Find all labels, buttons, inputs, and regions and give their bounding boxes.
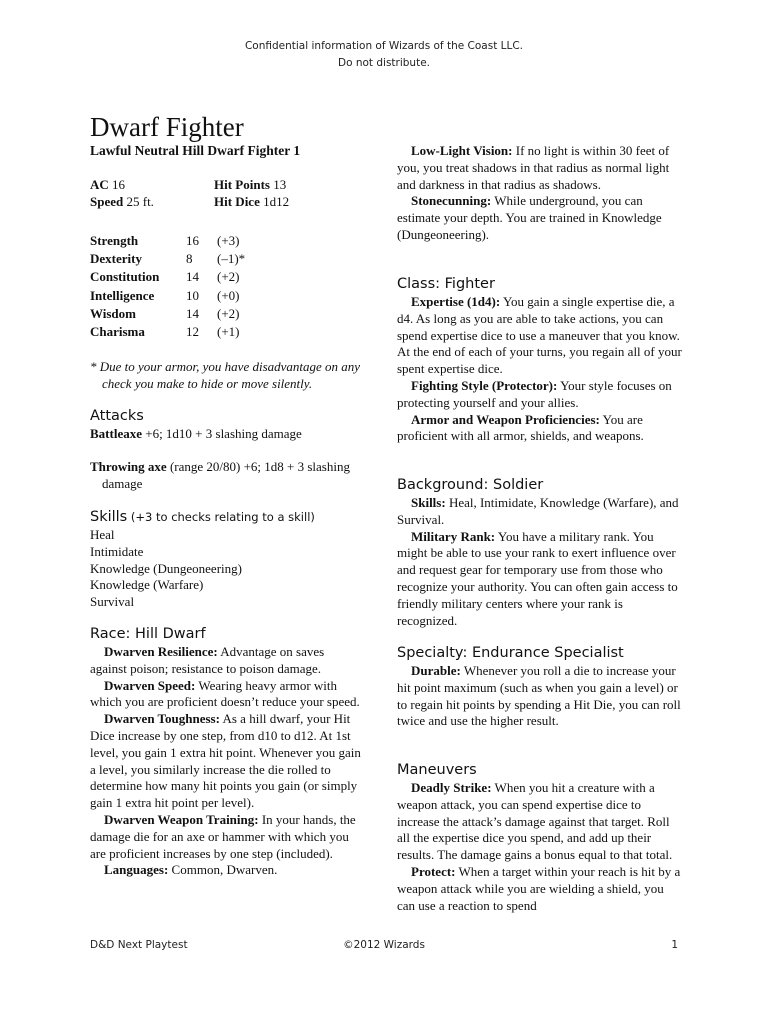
skill-item: Knowledge (Warfare) bbox=[90, 577, 204, 593]
feature-text: Whenever you roll a die to increase your hit point maximum (such as when you gain a level) or to regain hit points by spending a Hit Die, you can roll twice and use the higher result. bbox=[397, 663, 681, 729]
skill-item: Intimidate bbox=[90, 543, 144, 559]
speed-stat bbox=[90, 194, 214, 211]
attacks-heading: Attacks bbox=[90, 408, 144, 424]
maneuver-name: Deadly Strike: bbox=[411, 780, 492, 795]
trait-text: Advantage on saves against poison; resistance to poison damage. bbox=[90, 644, 325, 676]
maneuver-text: When a target within your reach is hit by a weapon attack while you are wielding a shield, you can use a reaction to spend bbox=[397, 863, 681, 913]
footer-center: ©2012 Wizards bbox=[343, 939, 425, 951]
maneuvers-list bbox=[397, 780, 685, 914]
hp-value: 13 bbox=[273, 177, 287, 192]
page-number: 1 bbox=[671, 939, 678, 951]
trait-text: Wearing heavy armor with which you are proficient doesn’t reduce your speed. bbox=[90, 677, 360, 710]
trait-name: Stonecunning: bbox=[411, 193, 492, 209]
class-heading: Class: Fighter bbox=[397, 276, 495, 292]
feature-text: Your style focuses on protecting yourself and your allies. bbox=[397, 377, 672, 410]
maneuvers-heading: Maneuvers bbox=[397, 762, 477, 778]
skills-note: (+3 to checks relating to a skill) bbox=[127, 510, 315, 524]
background-features bbox=[397, 495, 685, 629]
skills-list bbox=[90, 527, 242, 611]
ability-score: 12 bbox=[186, 324, 199, 340]
ability-row bbox=[90, 250, 297, 268]
ability-row bbox=[90, 305, 297, 323]
footer-left: D&D Next Playtest bbox=[90, 939, 188, 951]
race-heading: Race: Hill Dwarf bbox=[90, 626, 206, 642]
confidential-line-2: Do not distribute. bbox=[337, 57, 431, 69]
ability-mod: (–1)* bbox=[217, 251, 246, 267]
race-trait bbox=[397, 143, 685, 193]
trait-text: As a hill dwarf, your Hit Dice increase by one step, from d10 to d12. At 1st level, you gain 1 extra hit point. Whenever you gain a level, you similarly increase the die rolled to determine how many hit points you gain (or simply gain 1 extra hit point per level). bbox=[90, 711, 361, 811]
feature-text: You are proficient with all armor, shields, and weapons. bbox=[397, 411, 644, 444]
class-feature bbox=[397, 412, 685, 446]
ability-name: Charisma bbox=[90, 324, 145, 340]
feature-name: Expertise (1d4): bbox=[411, 294, 501, 309]
trait-text: In your hands, the damage die for an axe or hammer with which you are proficient increases by one step (included). bbox=[90, 811, 356, 861]
ability-score: 16 bbox=[186, 233, 199, 248]
skills-title: Skills bbox=[90, 509, 128, 525]
background-feature bbox=[397, 495, 685, 529]
attack-battleaxe bbox=[90, 426, 377, 443]
ac-label: AC bbox=[90, 177, 109, 192]
attack-text: (range 20/80) +6; 1d8 + 3 slashing damage bbox=[102, 459, 350, 491]
maneuver-name: Protect: bbox=[411, 863, 456, 879]
specialty-heading: Specialty: Endurance Specialist bbox=[397, 645, 624, 661]
attack-name: Battleaxe bbox=[90, 426, 142, 441]
ability-name: Intelligence bbox=[90, 287, 155, 303]
ability-mod: (+0) bbox=[217, 287, 240, 303]
race-trait bbox=[90, 812, 362, 862]
confidential-line-1: Confidential information of Wizards of the Coast LLC. bbox=[244, 40, 524, 52]
confidential-notice bbox=[0, 38, 768, 72]
trait-name: Dwarven Weapon Training: bbox=[104, 811, 259, 827]
ability-mod: (+3) bbox=[217, 233, 240, 248]
armor-note: * Due to your armor, you have disadvantage on any check you make to hide or move silently. bbox=[90, 359, 361, 391]
defense-block bbox=[90, 177, 374, 211]
background-feature bbox=[397, 529, 685, 630]
trait-text: If no light is within 30 feet of you, you treat shadows in that radius as normal light and darkness in that radius as shadows. bbox=[397, 143, 670, 192]
trait-text: While underground, you can estimate your depth. You are trained in Knowledge (Dungeoneering). bbox=[397, 193, 662, 242]
maneuver-item bbox=[397, 780, 685, 864]
attack-throwing-axe bbox=[90, 459, 364, 493]
class-features bbox=[397, 294, 685, 445]
page-title: Dwarf Fighter bbox=[90, 112, 244, 142]
attack-name: Throwing axe bbox=[90, 459, 167, 474]
specialty-features bbox=[397, 663, 685, 730]
feature-name: Armor and Weapon Proficiencies: bbox=[411, 411, 600, 427]
ability-row bbox=[90, 268, 297, 286]
class-feature bbox=[397, 294, 685, 378]
feature-name: Durable: bbox=[411, 663, 461, 678]
ac-value: 16 bbox=[112, 177, 126, 192]
trait-name: Dwarven Toughness: bbox=[104, 711, 220, 727]
ability-scores bbox=[90, 232, 297, 341]
trait-text: Common, Dwarven. bbox=[168, 862, 278, 878]
ability-name: Wisdom bbox=[90, 305, 136, 321]
ability-mod: (+1) bbox=[217, 324, 240, 340]
hp-stat bbox=[214, 177, 374, 194]
class-feature bbox=[397, 378, 685, 412]
race-trait bbox=[90, 678, 362, 712]
hit-dice-label: Hit Dice bbox=[214, 193, 260, 209]
ability-row bbox=[90, 287, 297, 305]
speed-value: 25 ft. bbox=[126, 193, 154, 209]
trait-name: Dwarven Resilience: bbox=[104, 644, 218, 659]
ability-score: 10 bbox=[186, 287, 199, 303]
hp-label: Hit Points bbox=[214, 177, 270, 192]
ability-name: Strength bbox=[90, 233, 139, 248]
ability-score: 8 bbox=[186, 251, 193, 267]
skill-item: Knowledge (Dungeoneering) bbox=[90, 560, 242, 576]
skill-item: Heal bbox=[90, 527, 115, 542]
background-heading: Background: Soldier bbox=[397, 477, 544, 493]
race-trait bbox=[90, 862, 362, 879]
hit-dice-value: 1d12 bbox=[263, 193, 290, 209]
ability-row bbox=[90, 323, 297, 341]
ability-score: 14 bbox=[186, 269, 199, 285]
ability-mod: (+2) bbox=[217, 269, 240, 285]
race-trait bbox=[397, 193, 685, 243]
hit-dice-stat bbox=[214, 194, 374, 211]
race-trait bbox=[90, 644, 362, 678]
skills-heading bbox=[90, 508, 315, 526]
feature-text: You have a military rank. You might be able to use your rank to exert influence over and request gear for temporary use from those who recognize your authority. You can often gain access to friendly military centers where your rank is recognized. bbox=[397, 528, 678, 628]
feature-name: Military Rank: bbox=[411, 528, 496, 544]
race-traits-continued bbox=[397, 143, 685, 244]
feature-name: Fighting Style (Protector): bbox=[411, 377, 558, 393]
ability-row bbox=[90, 232, 297, 250]
trait-name: Low-Light Vision: bbox=[411, 143, 513, 158]
feature-text: Heal, Intimidate, Knowledge (Warfare), and Survival. bbox=[397, 495, 679, 527]
ability-name: Dexterity bbox=[90, 251, 142, 267]
ac-stat bbox=[90, 177, 214, 194]
race-trait bbox=[90, 711, 362, 812]
maneuver-text: When you hit a creature with a weapon attack, you can spend expertise dice to increase the attack’s damage against that target. Roll all the expertise dice you spend, and add up their results. The damage gains a bonus equal to that total. bbox=[397, 780, 673, 863]
feature-text: You gain a single expertise die, a d4. As long as you are able to take actions, you can spend expertise dice to use a maneuver that you know. At the end of each of your turns, you regain all of your spent expertise dice. bbox=[397, 294, 682, 377]
feature-name: Skills: bbox=[411, 495, 446, 510]
race-traits bbox=[90, 644, 362, 879]
attack-text: +6; 1d10 + 3 slashing damage bbox=[141, 426, 302, 441]
ability-mod: (+2) bbox=[217, 305, 240, 321]
skill-item: Survival bbox=[90, 594, 135, 610]
trait-name: Languages: bbox=[104, 862, 169, 878]
ability-name: Constitution bbox=[90, 269, 160, 285]
trait-name: Dwarven Speed: bbox=[104, 677, 196, 693]
character-subtitle: Lawful Neutral Hill Dwarf Fighter 1 bbox=[90, 143, 301, 158]
specialty-feature bbox=[397, 663, 685, 730]
ability-score: 14 bbox=[186, 305, 199, 321]
speed-label: Speed bbox=[90, 193, 124, 209]
maneuver-item bbox=[397, 864, 685, 914]
